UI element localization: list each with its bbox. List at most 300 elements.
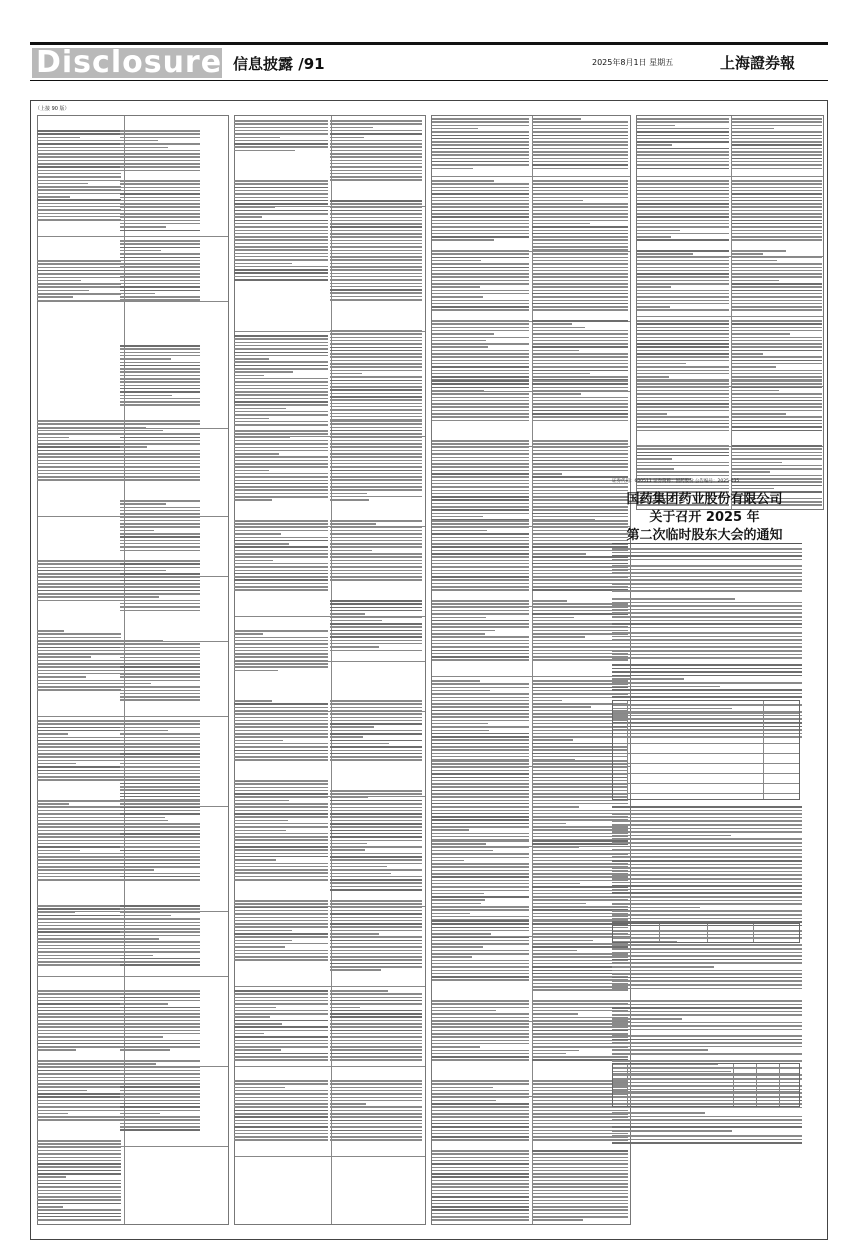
text-line	[330, 210, 422, 212]
text-line	[532, 600, 567, 602]
text-line	[234, 233, 328, 235]
text-line	[120, 290, 200, 292]
text-line	[37, 189, 121, 191]
text-line	[37, 267, 121, 269]
text-line	[532, 180, 628, 182]
text-line	[234, 272, 328, 274]
text-line	[732, 187, 822, 189]
text-line	[120, 385, 200, 387]
text-line	[37, 1147, 121, 1149]
text-line	[120, 583, 200, 585]
text-line	[234, 643, 328, 645]
text-line	[37, 160, 121, 162]
text-line	[37, 873, 121, 875]
text-line	[637, 397, 729, 399]
text-line	[37, 1203, 121, 1205]
text-line	[432, 506, 529, 508]
text-line	[432, 853, 529, 855]
text-line	[432, 470, 529, 472]
text-line	[532, 121, 628, 123]
text-line	[37, 869, 121, 871]
text-line	[432, 746, 529, 748]
text-line	[330, 150, 422, 152]
text-line	[432, 480, 529, 482]
text-line	[432, 720, 529, 722]
text-line	[432, 543, 529, 545]
text-line	[37, 443, 121, 445]
text-line	[432, 626, 529, 628]
text-line	[234, 368, 328, 370]
text-line	[234, 187, 328, 189]
text-line	[234, 1000, 328, 1002]
text-line	[432, 753, 529, 755]
text-line	[432, 280, 529, 282]
text-line	[432, 1007, 529, 1009]
text-line	[120, 247, 200, 249]
text-line	[532, 283, 628, 285]
text-line	[432, 1116, 529, 1118]
text-line	[432, 816, 529, 818]
text-line	[234, 398, 328, 400]
text-line	[37, 820, 121, 822]
text-line	[432, 540, 529, 542]
text-line	[120, 580, 200, 582]
text-line	[120, 660, 200, 662]
text-line	[37, 586, 121, 588]
text-line	[532, 460, 628, 462]
text-line	[330, 423, 422, 425]
text-line	[120, 253, 200, 255]
text-line	[637, 387, 729, 389]
text-line	[532, 883, 580, 885]
text-line	[732, 293, 822, 295]
text-line	[432, 933, 491, 935]
text-line	[234, 404, 328, 406]
text-line	[432, 210, 529, 212]
text-line	[234, 953, 328, 955]
text-line	[37, 277, 121, 279]
text-line	[120, 1046, 200, 1048]
text-line	[234, 560, 273, 562]
text-line	[330, 527, 422, 529]
text-line	[37, 928, 121, 930]
text-line	[234, 990, 328, 992]
text-line	[120, 1129, 200, 1131]
text-line	[732, 180, 822, 182]
text-line	[330, 340, 422, 342]
text-line	[120, 737, 200, 739]
text-line	[432, 190, 529, 192]
text-line	[120, 840, 200, 842]
text-line	[432, 141, 529, 143]
text-line	[432, 503, 529, 505]
text-line	[37, 147, 121, 149]
text-line	[732, 226, 822, 228]
text-line	[234, 206, 275, 208]
text-line	[732, 420, 822, 422]
text-line	[37, 770, 121, 772]
text-line	[120, 573, 200, 575]
text-line	[120, 680, 200, 682]
text-line	[120, 779, 200, 781]
text-line	[432, 653, 529, 655]
text-line	[120, 187, 200, 189]
text-line	[637, 267, 729, 269]
text-line	[120, 473, 200, 475]
text-line	[120, 476, 200, 478]
text-line	[234, 933, 328, 935]
text-line	[637, 148, 729, 150]
text-line	[330, 856, 422, 858]
text-line	[732, 223, 822, 225]
text-line	[532, 350, 579, 352]
text-line	[432, 813, 529, 815]
text-line	[532, 141, 628, 143]
text-line	[432, 296, 483, 298]
text-line	[37, 170, 121, 172]
text-line	[120, 456, 200, 458]
text-line	[637, 343, 729, 345]
text-line	[37, 1083, 121, 1085]
text-line	[234, 930, 292, 932]
text-line	[432, 1200, 529, 1202]
text-line	[432, 420, 529, 422]
text-line	[120, 163, 200, 165]
text-line	[120, 647, 200, 649]
text-line	[234, 150, 295, 152]
text-line	[234, 430, 328, 432]
text-line	[637, 151, 729, 153]
text-line	[37, 1086, 121, 1088]
text-line	[37, 1036, 121, 1038]
text-line	[37, 1113, 68, 1115]
text-line	[432, 226, 529, 228]
text-line	[330, 1116, 422, 1118]
text-line	[532, 1157, 628, 1159]
text-line	[432, 960, 529, 962]
text-line	[330, 1083, 422, 1085]
text-line	[432, 790, 529, 792]
text-line	[234, 920, 328, 922]
text-line	[120, 873, 200, 875]
text-line	[120, 990, 200, 992]
text-line	[37, 680, 121, 682]
text-line	[234, 1020, 328, 1022]
text-line	[234, 352, 328, 354]
text-line	[532, 457, 628, 459]
text-line	[234, 583, 328, 585]
text-line	[732, 468, 822, 470]
text-line	[234, 1100, 328, 1102]
text-line	[432, 829, 469, 831]
text-line	[37, 130, 121, 132]
text-line	[732, 164, 822, 166]
text-line	[120, 1077, 200, 1079]
text-line	[120, 404, 200, 406]
text-line	[532, 257, 628, 259]
text-line	[432, 773, 529, 775]
text-line	[732, 131, 822, 133]
text-line	[234, 803, 328, 805]
text-line	[637, 330, 729, 332]
text-line	[732, 373, 822, 375]
text-line	[330, 366, 422, 368]
text-line	[120, 446, 147, 448]
text-line	[432, 1106, 529, 1108]
text-line	[37, 723, 121, 725]
text-line	[330, 756, 422, 758]
text-line	[432, 1087, 493, 1089]
text-line	[432, 180, 494, 182]
text-line	[432, 453, 529, 455]
text-line	[234, 210, 328, 212]
text-line	[330, 733, 422, 735]
text-line	[37, 743, 121, 745]
text-line	[432, 607, 529, 609]
text-line	[120, 853, 200, 855]
text-line	[532, 443, 628, 445]
text-line	[432, 726, 529, 728]
text-line	[532, 363, 628, 365]
text-line	[432, 1013, 529, 1015]
text-line	[432, 476, 529, 478]
text-line	[330, 703, 422, 705]
text-line	[120, 437, 200, 439]
text-line	[120, 160, 200, 162]
text-line	[432, 716, 529, 718]
text-line	[234, 759, 328, 761]
text-line	[432, 496, 529, 498]
text-line	[234, 1106, 328, 1108]
text-line	[234, 783, 328, 785]
text-line	[732, 128, 774, 130]
text-line	[234, 473, 328, 475]
text-line	[37, 650, 121, 652]
text-line	[37, 560, 121, 562]
text-line	[120, 130, 200, 132]
text-line	[432, 230, 529, 232]
text-line	[120, 935, 200, 937]
text-line	[330, 493, 367, 495]
text-line	[637, 403, 729, 405]
text-line	[732, 448, 822, 450]
text-line	[37, 156, 121, 158]
text-line	[732, 125, 822, 127]
text-line	[37, 1077, 121, 1079]
text-line	[234, 486, 328, 488]
text-line	[120, 381, 200, 383]
text-line	[37, 1073, 121, 1075]
text-line	[637, 210, 729, 212]
text-line	[37, 420, 121, 422]
text-line	[234, 1133, 328, 1135]
text-line	[732, 337, 822, 339]
text-line	[532, 1200, 628, 1202]
text-line	[432, 743, 529, 745]
text-line	[532, 706, 591, 708]
text-line	[37, 286, 121, 288]
text-line	[330, 630, 422, 632]
text-line	[532, 617, 574, 619]
text-line	[234, 553, 328, 555]
text-line	[532, 286, 628, 288]
text-line	[37, 1209, 121, 1211]
text-line	[234, 913, 328, 915]
text-line	[120, 1000, 200, 1002]
text-line	[637, 226, 729, 228]
text-line	[432, 286, 480, 288]
text-line	[432, 579, 529, 581]
text-line	[532, 410, 628, 412]
text-line	[330, 333, 422, 335]
text-line	[37, 836, 121, 838]
text-line	[330, 723, 422, 725]
text-line	[120, 577, 200, 579]
text-line	[37, 453, 121, 455]
text-line	[330, 403, 422, 405]
text-line	[330, 259, 422, 261]
text-line	[432, 953, 529, 955]
text-line	[432, 899, 485, 901]
text-line	[330, 416, 422, 418]
text-line	[432, 840, 529, 842]
text-line	[432, 1020, 529, 1022]
text-line	[234, 750, 328, 752]
text-line	[432, 220, 529, 222]
text-line	[432, 440, 529, 442]
text-line	[234, 736, 328, 738]
text-line	[330, 859, 422, 861]
text-line	[732, 210, 822, 212]
text-line	[330, 1139, 422, 1141]
text-line	[637, 236, 671, 238]
text-line	[330, 950, 422, 952]
text-line	[330, 997, 422, 999]
text-line	[432, 1110, 529, 1112]
text-line	[37, 176, 121, 178]
text-line	[432, 523, 529, 525]
text-line	[432, 293, 529, 295]
text-line	[234, 450, 328, 452]
text-line	[732, 333, 790, 335]
text-line	[732, 257, 822, 259]
text-line	[120, 640, 163, 642]
text-line	[120, 206, 200, 208]
text-line	[330, 299, 422, 301]
text-line	[432, 866, 529, 868]
text-line	[234, 753, 328, 755]
text-line	[330, 483, 422, 485]
text-line	[732, 455, 822, 457]
text-line	[637, 118, 729, 120]
text-line	[234, 365, 328, 367]
text-line	[330, 213, 422, 215]
text-line	[37, 209, 121, 211]
text-line	[732, 260, 777, 262]
text-line	[637, 300, 729, 302]
text-line	[120, 1110, 200, 1112]
text-line	[432, 623, 529, 625]
text-line	[37, 1060, 121, 1062]
text-line	[432, 333, 494, 335]
text-line	[330, 163, 422, 165]
text-line	[37, 140, 121, 142]
text-line	[532, 197, 628, 199]
masthead	[30, 42, 828, 82]
text-line	[234, 800, 289, 802]
text-line	[37, 1090, 87, 1092]
text-line	[120, 517, 200, 519]
text-line	[330, 220, 422, 222]
text-line	[732, 197, 822, 199]
text-line	[234, 943, 328, 945]
text-line	[637, 280, 729, 282]
text-line	[330, 959, 422, 961]
text-line	[120, 803, 200, 805]
text-line	[432, 513, 529, 515]
text-line	[234, 713, 328, 715]
text-line	[732, 250, 786, 252]
text-line	[330, 393, 422, 395]
text-line	[120, 463, 200, 465]
text-line	[37, 803, 69, 805]
text-line	[120, 365, 200, 367]
text-line	[732, 161, 822, 163]
text-line	[612, 1119, 802, 1121]
text-line	[432, 380, 529, 382]
text-line	[120, 1003, 168, 1005]
text-line	[432, 527, 529, 529]
text-line	[532, 1180, 628, 1182]
text-line	[37, 263, 121, 265]
text-line	[432, 883, 529, 885]
text-line	[432, 586, 529, 588]
text-line	[120, 750, 200, 752]
text-line	[120, 760, 200, 762]
text-line	[637, 233, 729, 235]
text-line	[432, 320, 529, 322]
text-line	[37, 776, 121, 778]
text-line	[532, 1053, 566, 1055]
text-line	[432, 135, 529, 137]
text-line	[432, 826, 529, 828]
text-line	[432, 1080, 529, 1082]
text-line	[432, 213, 529, 215]
text-line	[532, 823, 566, 825]
text-line	[330, 179, 422, 181]
text-line	[37, 938, 121, 940]
text-line	[532, 309, 628, 311]
text-line	[432, 1030, 529, 1032]
text-line	[432, 1120, 529, 1122]
text-line	[120, 213, 200, 215]
text-line	[37, 1160, 121, 1162]
text-line	[330, 460, 422, 462]
text-line	[532, 223, 590, 225]
text-line	[234, 203, 328, 205]
text-line	[532, 138, 628, 140]
text-line	[37, 948, 121, 950]
text-line	[637, 250, 729, 252]
text-line	[234, 1043, 328, 1045]
text-line	[732, 370, 822, 372]
text-line	[732, 423, 822, 425]
text-line	[37, 193, 121, 195]
text-line	[637, 183, 729, 185]
text-line	[432, 763, 529, 765]
text-line	[120, 683, 151, 685]
text-line	[330, 746, 422, 748]
